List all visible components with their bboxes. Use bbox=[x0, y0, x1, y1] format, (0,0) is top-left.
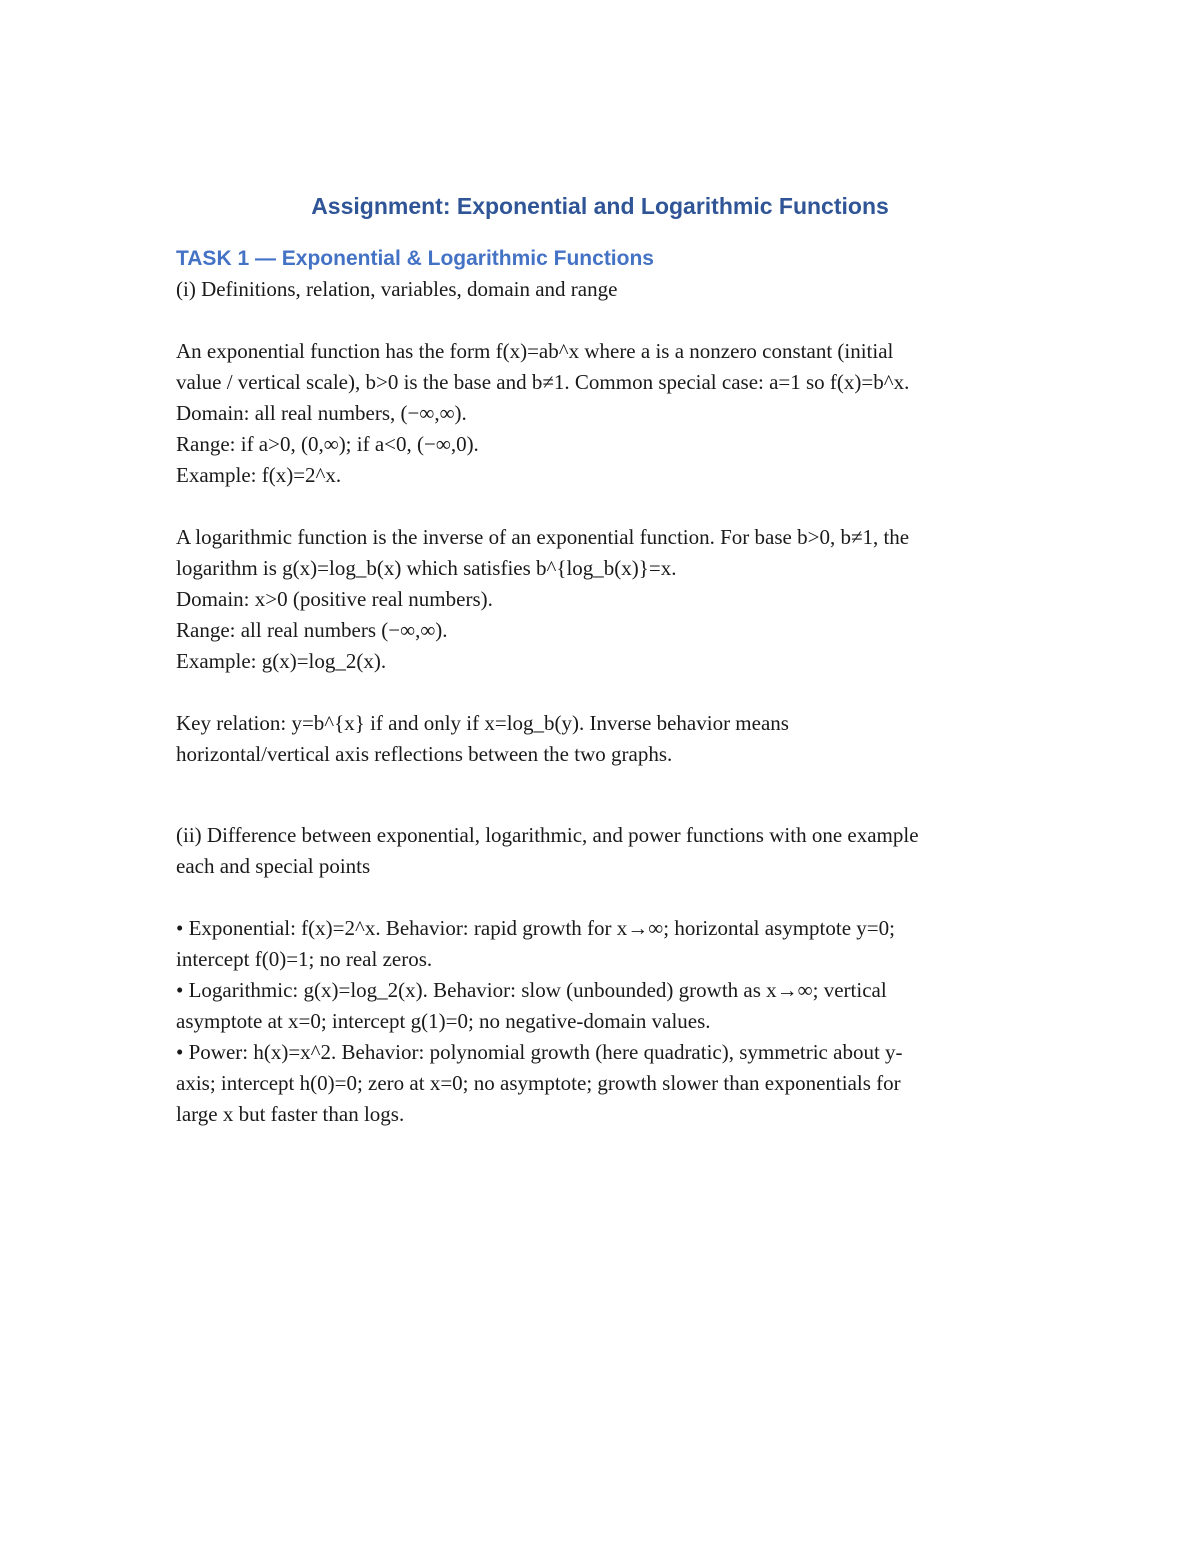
task1-heading: TASK 1 — Exponential & Logarithmic Functions bbox=[176, 247, 654, 270]
exponential-bullet-line2: intercept f(0)=1; no real zeros. bbox=[176, 947, 433, 971]
exponential-definition-line2: value / vertical scale), b>0 is the base and b≠1. Common special case: a=1 so f(x)=b^x. bbox=[176, 370, 910, 394]
part-ii-heading-line2: each and special points bbox=[176, 854, 371, 878]
power-bullet-line1: • Power: h(x)=x^2. Behavior: polynomial growth (here quadratic), symmetric about y- bbox=[176, 1040, 903, 1064]
document-title: Assignment: Exponential and Logarithmic Functions bbox=[311, 193, 889, 219]
key-relation-line1: Key relation: y=b^{x} if and only if x=log_b(y). Inverse behavior means bbox=[176, 711, 789, 735]
exponential-bullet-line1: • Exponential: f(x)=2^x. Behavior: rapid growth for x→∞; horizontal asymptote y=0; bbox=[176, 916, 895, 940]
logarithmic-range: Range: all real numbers (−∞,∞). bbox=[176, 618, 448, 642]
logarithmic-bullet-line1: • Logarithmic: g(x)=log_2(x). Behavior: slow (unbounded) growth as x→∞; vertical bbox=[176, 978, 887, 1002]
logarithmic-definition-line2: logarithm is g(x)=log_b(x) which satisfies b^{log_b(x)}=x. bbox=[176, 556, 677, 580]
power-bullet-line3: large x but faster than logs. bbox=[176, 1102, 405, 1126]
document-page bbox=[176, 188, 1026, 1130]
power-bullet-line2: axis; intercept h(0)=0; zero at x=0; no asymptote; growth slower than exponentials for bbox=[176, 1071, 901, 1095]
exponential-range: Range: if a>0, (0,∞); if a<0, (−∞,0). bbox=[176, 432, 479, 456]
key-relation-line2: horizontal/vertical axis reflections between the two graphs. bbox=[176, 742, 673, 766]
exponential-example: Example: f(x)=2^x. bbox=[176, 463, 342, 487]
part-i-heading: (i) Definitions, relation, variables, domain and range bbox=[176, 277, 618, 301]
logarithmic-example: Example: g(x)=log_2(x). bbox=[176, 649, 387, 673]
logarithmic-bullet-line2: asymptote at x=0; intercept g(1)=0; no negative-domain values. bbox=[176, 1009, 711, 1033]
exponential-definition-line1: An exponential function has the form f(x)=ab^x where a is a nonzero constant (initial bbox=[176, 339, 894, 363]
logarithmic-definition-line1: A logarithmic function is the inverse of an exponential function. For base b>0, b≠1, the bbox=[176, 525, 910, 549]
logarithmic-domain: Domain: x>0 (positive real numbers). bbox=[176, 587, 493, 611]
exponential-domain: Domain: all real numbers, (−∞,∞). bbox=[176, 401, 467, 425]
part-ii-heading-line1: (ii) Difference between exponential, logarithmic, and power functions with one example bbox=[176, 823, 919, 847]
